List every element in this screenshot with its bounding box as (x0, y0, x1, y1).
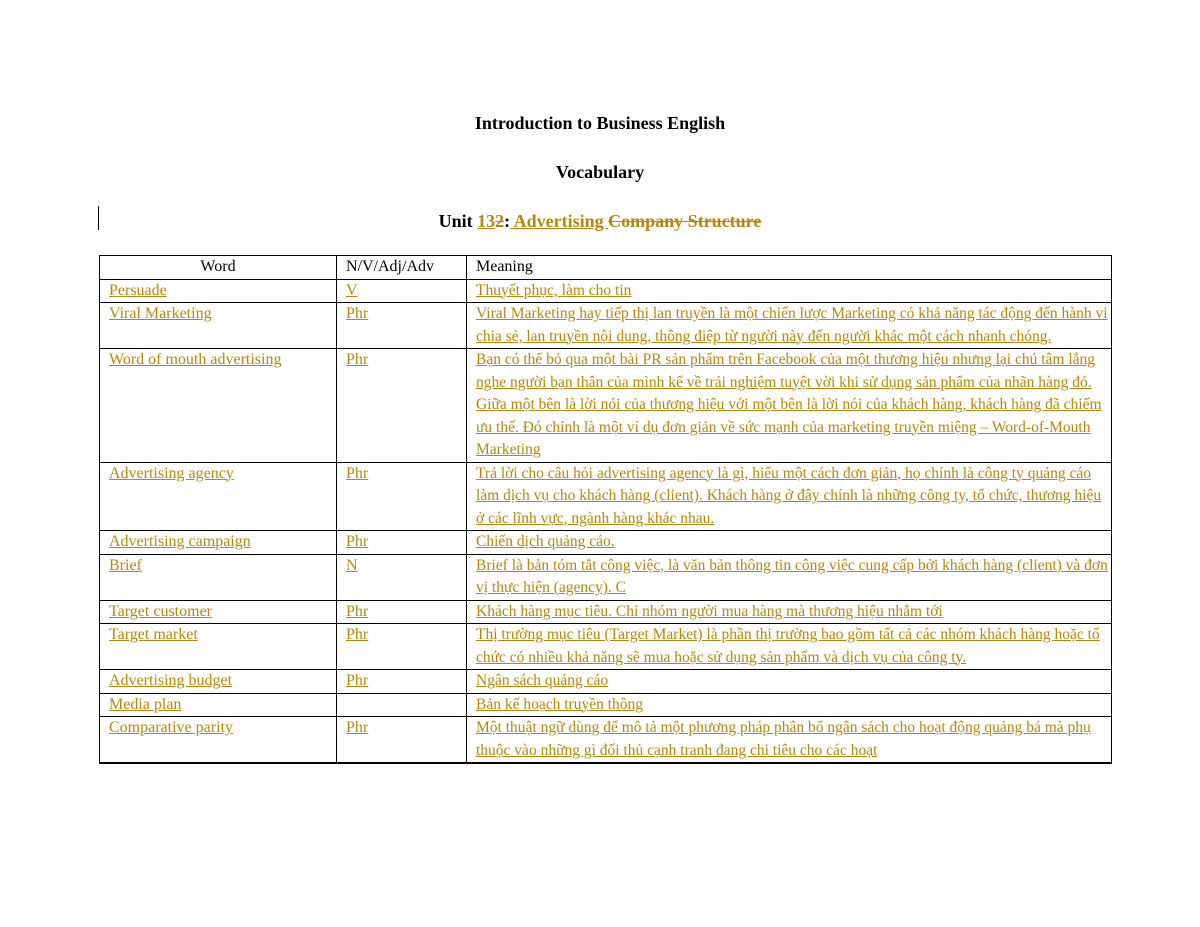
table-row (100, 693, 1112, 717)
word-cell[interactable]: Advertising agency (100, 462, 337, 531)
unit-topic-inserted: Advertising (510, 211, 609, 231)
unit-heading (0, 210, 1200, 232)
meaning-cell[interactable]: Một thuật ngữ dùng để mô tả một phương pháp phân bổ ngân sách cho hoạt động quảng bá mà phụ thuộc vào những gì đối thủ cạnh tranh đang chi tiêu cho các hoạt (467, 717, 1112, 764)
type-cell[interactable]: Phr (337, 531, 467, 555)
table-body (100, 279, 1112, 763)
table-row (100, 349, 1112, 463)
table-row (100, 670, 1112, 694)
meaning-cell[interactable]: Thuyết phục, làm cho tin (467, 279, 1112, 303)
unit-number-inserted: 13 (477, 211, 496, 231)
meaning-cell[interactable]: Ngân sách quảng cáo (467, 670, 1112, 694)
type-cell[interactable]: Phr (337, 717, 467, 764)
table-header-row (100, 256, 1112, 280)
word-cell[interactable]: Comparative parity (100, 717, 337, 764)
word-cell[interactable]: Brief (100, 554, 337, 600)
word-cell[interactable]: Target customer (100, 600, 337, 624)
type-cell[interactable]: N (337, 554, 467, 600)
type-cell[interactable]: Phr (337, 462, 467, 531)
word-cell[interactable]: Media plan (100, 693, 337, 717)
type-cell[interactable]: Phr (337, 303, 467, 349)
document-subtitle: Vocabulary (555, 162, 645, 182)
word-cell[interactable]: Advertising budget (100, 670, 337, 694)
header-meaning: Meaning (467, 256, 1112, 280)
meaning-cell[interactable]: Viral Marketing hay tiếp thị lan truyền là một chiến lược Marketing có khả năng tác động đến hành vi chia sẻ, lan truyền nội dung, thông điệp từ người này đến người khác một cách nhanh chóng. (467, 303, 1112, 349)
word-cell[interactable]: Persuade (100, 279, 337, 303)
word-cell[interactable]: Viral Marketing (100, 303, 337, 349)
table-row (100, 303, 1112, 349)
meaning-cell[interactable]: Bản kế hoạch truyền thông (467, 693, 1112, 717)
word-cell[interactable]: Advertising campaign (100, 531, 337, 555)
word-cell[interactable]: Word of mouth advertising (100, 349, 337, 463)
table-row (100, 600, 1112, 624)
meaning-cell[interactable]: Thị trường mục tiêu (Target Market) là phần thị trường bao gồm tất cả các nhóm khách hàng hoặc tổ chức có nhiều khả năng sẽ mua hoặc sử dụng sản phẩm và dịch vụ của công ty. (467, 624, 1112, 670)
document-title: Introduction to Business English (474, 113, 726, 133)
unit-colon: : (504, 211, 511, 231)
meaning-cell[interactable]: Trả lời cho câu hỏi advertising agency là gì, hiểu một cách đơn giản, họ chính là công ty quảng cáo làm dịch vụ cho khách hàng (client). Khách hàng ở đây chính là những công ty, tổ chức, thương hiệu ở các lĩnh vực, ngành hàng khác nhau. (467, 462, 1112, 531)
type-cell[interactable]: Phr (337, 349, 467, 463)
unit-topic-deleted: Company Structure (608, 211, 762, 231)
header-type: N/V/Adj/Adv (337, 256, 467, 280)
type-cell[interactable]: Phr (337, 624, 467, 670)
meaning-cell[interactable]: Khách hàng mục tiêu. Chỉ nhóm người mua hàng mà thương hiệu nhắm tới (467, 600, 1112, 624)
vocabulary-table (99, 255, 1112, 764)
table-row (100, 624, 1112, 670)
header-word: Word (100, 256, 337, 280)
unit-number-deleted: 2 (495, 211, 505, 231)
table-row (100, 554, 1112, 600)
type-cell[interactable]: Phr (337, 670, 467, 694)
meaning-cell[interactable]: Chiến dịch quảng cáo. (467, 531, 1112, 555)
type-cell[interactable] (337, 693, 467, 717)
type-cell[interactable]: Phr (337, 600, 467, 624)
table-row (100, 462, 1112, 531)
unit-prefix: Unit (438, 211, 478, 231)
type-cell[interactable]: V (337, 279, 467, 303)
table-row (100, 279, 1112, 303)
word-cell[interactable]: Target market (100, 624, 337, 670)
table-row (100, 717, 1112, 764)
table-row (100, 531, 1112, 555)
meaning-cell[interactable]: Brief là bản tóm tắt công việc, là văn bản thông tin công việc cung cấp bởi khách hàng (client) và đơn vị thực hiện (agency). C (467, 554, 1112, 600)
meaning-cell[interactable]: Bạn có thể bỏ qua một bài PR sản phẩm trên Facebook của một thương hiệu nhưng lại chú tâm lắng nghe người bạn thân của mình kể về trải nghiệm tuyệt vời khi sử dụng sản phẩm của nhãn hàng đó. Giữa một bên là lời nói của thương hiệu với một bên là lời nói của khách hàng, khách hàng đã chiếm ưu thế. Đó chính là một ví dụ đơn giản về sức mạnh của marketing truyền miệng – Word-of-Mouth Marketing (467, 349, 1112, 463)
